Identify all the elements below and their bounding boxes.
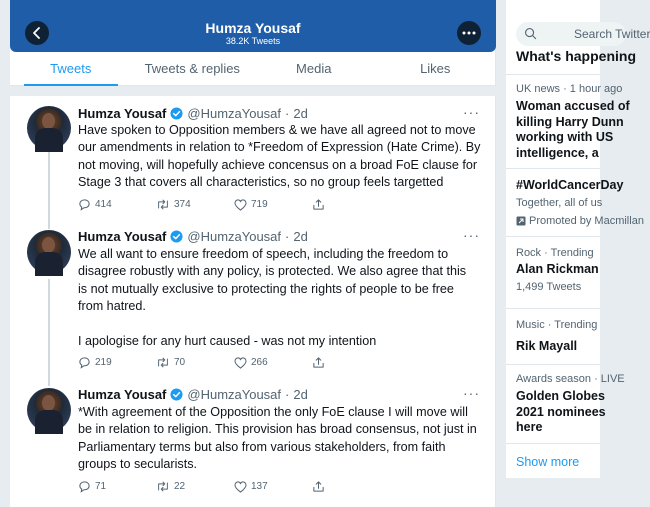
like-count: 719 bbox=[251, 199, 268, 210]
author-handle[interactable]: @HumzaYousaf bbox=[187, 106, 282, 121]
retweet-icon bbox=[156, 198, 170, 211]
verified-icon bbox=[170, 388, 183, 401]
tweet-more-button[interactable]: ··· bbox=[463, 227, 480, 243]
retweet-icon bbox=[156, 480, 170, 493]
reply-count: 219 bbox=[95, 357, 112, 368]
trend-title[interactable]: Alan Rickman bbox=[516, 262, 599, 276]
trend-meta: Awards season · LIVE bbox=[516, 373, 625, 385]
heart-icon bbox=[234, 481, 247, 493]
reply-button[interactable] bbox=[78, 198, 156, 211]
search-input[interactable] bbox=[516, 22, 650, 46]
heart-icon bbox=[234, 199, 247, 211]
share-button[interactable] bbox=[312, 198, 390, 211]
divider bbox=[506, 168, 600, 169]
tweet-text: Have spoken to Opposition members & we have all agreed not to move our amendments in relation to *Freedom of Expression (Hate Crime). By not moving, will hopefully achieve concensus on a broad FoE clause for Stage 3 that covers all characteristics, so no group feels targetted bbox=[78, 123, 481, 190]
tweet[interactable] bbox=[10, 96, 496, 222]
heart-icon bbox=[234, 357, 247, 369]
reply-icon bbox=[78, 198, 91, 211]
author-handle[interactable]: @HumzaYousaf bbox=[187, 229, 282, 244]
tweet-actions bbox=[78, 198, 390, 211]
divider bbox=[506, 308, 600, 309]
trend-title[interactable]: #WorldCancerDay bbox=[516, 178, 624, 192]
tab-media[interactable]: Media bbox=[296, 61, 332, 76]
separator-dot: · bbox=[285, 106, 290, 121]
separator-dot: · bbox=[285, 229, 290, 244]
share-icon bbox=[312, 198, 325, 211]
profile-tabs bbox=[10, 52, 496, 86]
author-name[interactable]: Humza Yousaf bbox=[78, 106, 167, 121]
divider bbox=[506, 364, 600, 365]
trend-title[interactable]: Rik Mayall bbox=[516, 339, 578, 353]
reply-icon bbox=[78, 480, 91, 493]
avatar[interactable] bbox=[27, 230, 71, 274]
retweet-icon bbox=[156, 356, 170, 369]
like-button[interactable] bbox=[234, 480, 312, 493]
section-gap bbox=[10, 86, 496, 96]
tweet-header bbox=[78, 229, 308, 244]
show-more-link[interactable]: Show more bbox=[516, 455, 580, 469]
author-name[interactable]: Humza Yousaf bbox=[78, 387, 167, 402]
avatar[interactable] bbox=[27, 106, 71, 150]
tweet[interactable] bbox=[10, 222, 496, 378]
retweet-count: 70 bbox=[174, 357, 186, 368]
tweet-time[interactable]: 2d bbox=[293, 106, 308, 121]
trend-tweet-count: 1,499 Tweets bbox=[516, 281, 582, 293]
tab-tweets[interactable]: Tweets bbox=[10, 52, 132, 85]
trend-description: Together, all of us bbox=[516, 197, 603, 209]
tweet-actions bbox=[78, 480, 390, 493]
whats-happening-heading: What's happening bbox=[516, 48, 636, 64]
promoted-text: Promoted by Macmillan bbox=[529, 215, 644, 227]
share-icon bbox=[312, 356, 325, 369]
retweet-button[interactable] bbox=[156, 480, 234, 493]
trend-meta: Rock · Trending bbox=[516, 247, 594, 259]
divider bbox=[506, 236, 600, 237]
tweet-more-button[interactable]: ··· bbox=[463, 104, 480, 120]
author-handle[interactable]: @HumzaYousaf bbox=[187, 387, 282, 402]
like-count: 266 bbox=[251, 357, 268, 368]
retweet-button[interactable] bbox=[156, 356, 234, 369]
profile-name-title: Humza Yousaf bbox=[205, 20, 301, 36]
verified-icon bbox=[170, 230, 183, 243]
author-name[interactable]: Humza Yousaf bbox=[78, 229, 167, 244]
share-icon bbox=[312, 480, 325, 493]
tweet[interactable] bbox=[10, 380, 496, 504]
tweet-header bbox=[78, 387, 308, 402]
retweet-count: 374 bbox=[174, 199, 191, 210]
tweet-header bbox=[78, 106, 308, 121]
retweet-button[interactable] bbox=[156, 198, 234, 211]
more-horizontal-icon bbox=[462, 31, 476, 35]
reply-button[interactable] bbox=[78, 356, 156, 369]
trend-meta: Music · Trending bbox=[516, 319, 598, 331]
divider bbox=[506, 443, 600, 444]
like-count: 137 bbox=[251, 481, 268, 492]
avatar[interactable] bbox=[27, 388, 71, 432]
reply-icon bbox=[78, 356, 91, 369]
retweet-count: 22 bbox=[174, 481, 186, 492]
tweet-actions bbox=[78, 356, 390, 369]
sidebar-footer-gap bbox=[506, 478, 600, 507]
like-button[interactable] bbox=[234, 356, 312, 369]
reply-count: 414 bbox=[95, 199, 112, 210]
search-icon bbox=[524, 27, 537, 40]
reply-count: 71 bbox=[95, 481, 107, 492]
tab-tweets-and-replies[interactable]: Tweets & replies bbox=[144, 61, 240, 76]
tweet-text: *With agreement of the Opposition the only FoE clause I will move will be in relation to religion. This provision has broad consensus, not just in Parliamentary terms but also from various stakeholders, from faith groups to secularists. bbox=[78, 405, 477, 472]
trend-title[interactable]: Woman accused of killing Harry Dunn working with US intelligence, a bbox=[516, 99, 630, 160]
tab-likes[interactable]: Likes bbox=[420, 61, 451, 76]
main-column bbox=[10, 0, 496, 507]
right-sidebar bbox=[506, 0, 650, 507]
trend-meta: UK news · 1 hour ago bbox=[516, 83, 623, 95]
share-button[interactable] bbox=[312, 480, 390, 493]
separator-dot: · bbox=[285, 387, 290, 402]
promoted-label bbox=[516, 215, 644, 227]
verified-icon bbox=[170, 107, 183, 120]
profile-header bbox=[10, 0, 496, 52]
tweet-more-button[interactable]: ··· bbox=[463, 385, 480, 401]
more-options-button[interactable] bbox=[457, 21, 481, 45]
divider bbox=[506, 74, 600, 75]
promoted-icon bbox=[516, 216, 526, 226]
tweet-time[interactable]: 2d bbox=[293, 229, 308, 244]
trend-title[interactable]: Golden Globes 2021 nominees here bbox=[516, 389, 606, 434]
tweet-text: We all want to ensure freedom of speech, including the freedom to disagree robustly with any policy, is protected. We also agree that this is not mutually exclusive to protecting the rights of people to be free from hatred. I apologise for any hurt caused - was not my intention bbox=[78, 247, 467, 349]
reply-button[interactable] bbox=[78, 480, 156, 493]
like-button[interactable] bbox=[234, 198, 312, 211]
tweet-time[interactable]: 2d bbox=[293, 387, 308, 402]
share-button[interactable] bbox=[312, 356, 390, 369]
search-placeholder: Search Twitter bbox=[574, 27, 650, 41]
tweet-count: 38.2K Tweets bbox=[225, 36, 281, 46]
